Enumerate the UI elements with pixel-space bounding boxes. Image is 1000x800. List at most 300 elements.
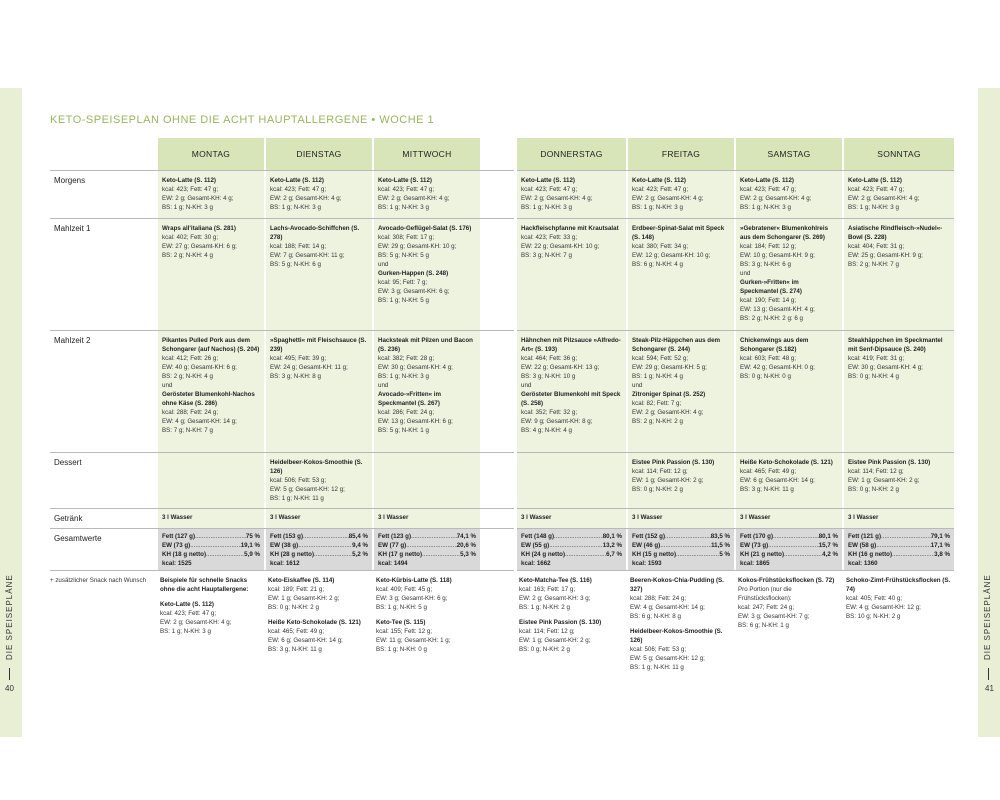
total-line: [632, 551, 730, 560]
totals-cell: [628, 529, 734, 570]
total-line: [162, 533, 260, 542]
total-label: Fett (152 g): [632, 533, 666, 540]
dot-leader: [411, 533, 457, 542]
recipe-title: Keto-Latte (S. 112): [162, 177, 216, 184]
totals-cell: [266, 529, 372, 570]
nutrition-line: BS: 1 g; N-KH: 4 g: [632, 372, 683, 380]
nutrition-line: BS: 1 g; N-KH: 3 g: [521, 203, 572, 211]
total-line: [740, 533, 838, 542]
nutrition-line: BS: 1 g; N-KH: 3 g: [632, 203, 683, 211]
dot-leader: [784, 551, 822, 560]
nutrition-line: kcal: 189; Fett: 21 g;: [268, 585, 325, 593]
nutrition-line: EW: 2 g; Gesamt-KH: 4 g;: [160, 618, 232, 626]
total-value: 17,1 %: [930, 541, 950, 549]
meal-cell: [517, 453, 626, 508]
meal-cell: [266, 509, 372, 528]
nutrition-line: BS: 1 g; N-KH: 11 g: [270, 494, 324, 502]
nutrition-line: BS: 1 g; N-KH: 2 g: [519, 603, 570, 611]
total-line: [162, 551, 260, 560]
recipe-title: Keto-Eiskaffee (S. 114): [268, 577, 335, 584]
nutrition-line: kcal: 382; Fett: 28 g;: [378, 354, 435, 362]
nutrition-line: BS: 0 g; N-KH: 2 g: [519, 645, 570, 653]
snack-cell: [738, 577, 840, 631]
nutrition-line: kcal: 603; Fett: 48 g;: [740, 354, 797, 362]
total-label: Fett (153 g): [270, 533, 304, 540]
nutrition-line: BS: 5 g; N-KH: 5 g: [378, 251, 429, 259]
nutrition-line: kcal: 423; Fett: 47 g;: [632, 185, 689, 193]
nutrition-line: BS: 5 g; N-KH: 1 g: [378, 426, 429, 434]
day-header-dienstag: DIENSTAG: [266, 138, 372, 170]
snack-cell: [846, 577, 952, 622]
nutrition-line: BS: 0 g; N-KH: 2 g: [848, 485, 899, 493]
meal-cell: [266, 219, 372, 330]
nutrition-line: BS: 1 g; N-KH: 11 g: [630, 663, 684, 671]
nutrition-line: kcal: 114; Fett: 12 g;: [519, 627, 575, 635]
meal-cell: [736, 331, 842, 452]
total-label: KH (16 g netto): [848, 550, 892, 558]
meal-cell: [628, 453, 734, 508]
row-divider: [50, 570, 514, 571]
nutrition-line: kcal: 423; Fett: 47 g;: [848, 185, 905, 193]
recipe-title: Lachs-Avocado-Schiffchen (S. 278): [270, 225, 360, 241]
day-header-samstag: SAMSTAG: [736, 138, 842, 170]
day-header-freitag: FREITAG: [628, 138, 734, 170]
recipe-title: Gerösteter Blumenkohl-Nachos ohne Käse (S. 286): [162, 390, 255, 407]
meal-cell: [517, 509, 626, 528]
total-line: [162, 542, 260, 551]
dot-leader: [773, 533, 819, 542]
meal-cell: [158, 331, 264, 452]
nutrition-line: EW: 2 g; Gesamt-KH: 4 g;: [378, 194, 450, 202]
recipe-title: Kokos-Frühstücksflocken (S. 72): [738, 577, 835, 584]
total-kcal: kcal: 1360: [848, 559, 878, 567]
nutrition-line: BS: 2 g; N-KH: 4 g: [162, 251, 213, 259]
total-value: 75 %: [245, 533, 260, 540]
row-label-2: Mahlzeit 1: [54, 224, 91, 233]
total-line: [378, 551, 476, 560]
total-value: 19,1 %: [240, 541, 260, 549]
recipe-title: Keto-Kürbis-Latte (S. 118): [376, 577, 452, 584]
nutrition-line: BS: 4 g; N-KH: 4 g: [521, 426, 572, 434]
recipe-title: 3 l Wasser: [378, 514, 409, 521]
nutrition-line: EW: 3 g; Gesamt-KH: 7 g;: [738, 612, 810, 620]
right-page-number: 41: [985, 684, 994, 693]
nutrition-line: kcal: 594; Fett: 52 g;: [632, 354, 689, 362]
total-line: [848, 533, 950, 542]
nutrition-line: EW: 2 g; Gesamt-KH: 4 g;: [270, 194, 342, 202]
total-line: [632, 533, 730, 542]
recipe-title: 3 l Wasser: [740, 514, 771, 521]
recipe-title: Gerösteter Blumenkohl mit Speck (S. 258): [521, 390, 621, 407]
nutrition-line: kcal: 288; Fett: 24 g;: [630, 594, 687, 602]
meal-cell: [844, 171, 954, 218]
total-line: [378, 542, 476, 551]
nutrition-line: EW: 22 g; Gesamt-KH: 10 g;: [521, 242, 600, 250]
nutrition-line: BS: 7 g; N-KH: 7 g: [162, 426, 213, 434]
nutrition-line: EW: 1 g; Gesamt-KH: 2 g;: [268, 594, 340, 602]
nutrition-line: EW: 42 g; Gesamt-KH: 0 g;: [740, 363, 815, 371]
nutrition-line: EW: 2 g; Gesamt-KH: 4 g;: [632, 408, 704, 416]
nutrition-line: und: [378, 381, 389, 389]
nutrition-line: kcal: 423; Fett: 47 g;: [378, 185, 435, 193]
nutrition-line: BS: 6 g; N-KH: 4 g: [632, 260, 683, 268]
nutrition-line: BS: 3 g; N-KH: 11 g: [740, 485, 794, 493]
nutrition-line: BS: 1 g; N-KH: 5 g: [378, 296, 429, 304]
recipe-title: Erdbeer-Spinat-Salat mit Speck (S. 148): [632, 225, 725, 241]
nutrition-line: EW: 2 g; Gesamt-KH: 4 g;: [632, 194, 704, 202]
nutrition-line: und: [521, 381, 532, 389]
row-label-4: Dessert: [54, 458, 82, 467]
meal-cell: [158, 171, 264, 218]
nutrition-line: und: [378, 260, 389, 268]
nutrition-line: EW: 2 g; Gesamt-KH: 4 g;: [521, 194, 593, 202]
nutrition-line: EW: 40 g; Gesamt-KH: 6 g;: [162, 363, 237, 371]
nutrition-line: EW: 3 g; Gesamt-KH: 6 g;: [378, 287, 450, 295]
meal-cell: [266, 453, 372, 508]
nutrition-line: EW: 13 g; Gesamt-KH: 6 g;: [378, 417, 453, 425]
total-value: 13,2 %: [602, 541, 622, 549]
recipe-title: Heidelbeer-Kokos-Smoothie (S. 126): [270, 459, 363, 475]
total-label: Fett (148 g): [521, 533, 555, 540]
nutrition-line: kcal: 423; Fett: 47 g;: [740, 185, 797, 193]
meal-cell: [266, 331, 372, 452]
meal-cell: [736, 171, 842, 218]
recipe-title: Keto-Latte (S. 112): [632, 177, 686, 184]
total-label: KH (17 g netto): [378, 550, 422, 558]
nutrition-line: kcal: 247; Fett: 24 g;: [738, 603, 795, 611]
nutrition-line: BS: 3 g; N-KH: 7 g: [521, 251, 572, 259]
total-label: EW (38 g): [270, 541, 299, 549]
total-label: EW (73 g): [162, 541, 191, 549]
recipe-title: Beispiele für schnelle Snacks ohne die acht Hauptallergene:: [160, 577, 249, 593]
nutrition-line: EW: 30 g; Gesamt-KH: 4 g;: [848, 363, 923, 371]
right-side-label: DIE SPEISEPLÄNE: [983, 574, 992, 660]
dot-leader: [303, 533, 349, 542]
recipe-title: Keto-Latte (S. 112): [160, 600, 214, 608]
meal-cell: [158, 453, 264, 508]
recipe-title: Eistee Pink Passion (S. 130): [519, 618, 602, 626]
recipe-title: Heiße Keto-Schokolade (S. 121): [740, 459, 833, 466]
snack-cell: [268, 577, 370, 655]
nutrition-line: kcal: 506; Fett: 53 g;: [270, 476, 327, 484]
meal-cell: [628, 509, 734, 528]
recipe-title: Steakhäppchen im Speckmantel mit Senf-Dipsauce (S. 240): [848, 337, 943, 353]
nutrition-line: EW: 3 g; Gesamt-KH: 6 g;: [376, 594, 448, 602]
total-value: 15,7 %: [818, 541, 838, 549]
nutrition-line: kcal: 464; Fett: 36 g;: [521, 354, 578, 362]
nutrition-line: kcal: 495; Fett: 39 g;: [270, 354, 327, 362]
meal-cell: [628, 219, 734, 330]
meal-cell: [374, 509, 480, 528]
total-kcal: kcal: 1662: [521, 559, 551, 567]
dot-leader: [876, 542, 931, 551]
total-line: [740, 542, 838, 551]
nutrition-line: EW: 29 g; Gesamt-KH: 10 g;: [378, 242, 457, 250]
nutrition-line: EW: 6 g; Gesamt-KH: 14 g;: [268, 636, 343, 644]
total-value: 5 %: [719, 550, 730, 558]
meal-cell: [628, 331, 734, 452]
nutrition-line: kcal: 286; Fett: 24 g;: [378, 408, 435, 416]
recipe-title: Keto-Latte (S. 112): [740, 177, 794, 184]
total-value: 80,1 %: [818, 533, 838, 540]
meal-cell: [628, 171, 734, 218]
nutrition-line: BS: 3 g; N-KH: 8 g: [270, 372, 321, 380]
total-kcal: kcal: 1865: [740, 559, 770, 567]
nutrition-line: BS: 1 g; N-KH: 3 g: [160, 627, 211, 635]
dot-leader: [565, 551, 606, 560]
nutrition-line: kcal: 405; Fett: 40 g;: [846, 594, 903, 602]
meal-cell: [736, 509, 842, 528]
recipe-title: Heidelbeer-Kokos-Smoothie (S. 126): [630, 627, 723, 644]
total-value: 11,5 %: [711, 541, 730, 549]
nutrition-line: kcal: 506; Fett: 53 g;: [630, 645, 687, 653]
recipe-title: Gurken-»Fritten« im Speckmantel (S. 274): [740, 278, 802, 295]
nutrition-line: BS: 1 g; N-KH: 3 g: [162, 203, 213, 211]
nutrition-line: BS: 1 g; N-KH: 3 g: [378, 372, 429, 380]
nutrition-line: BS: 6 g; N-KH: 1 g: [738, 621, 789, 629]
total-label: Fett (121 g): [848, 533, 882, 540]
total-value: 74,1 %: [456, 533, 476, 540]
meal-cell: [517, 331, 626, 452]
meal-cell: [517, 219, 626, 330]
day-header-sonntag: SONNTAG: [844, 138, 954, 170]
total-value: 20,6 %: [456, 541, 476, 549]
recipe-title: Avocado-Geflügel-Salat (S. 176): [378, 225, 472, 232]
nutrition-line: EW: 25 g; Gesamt-KH: 9 g;: [848, 251, 923, 259]
nutrition-line: kcal: 423; Fett: 47 g;: [270, 185, 327, 193]
nutrition-line: kcal: 155; Fett: 12 g;: [376, 627, 433, 635]
total-kcal: kcal: 1525: [162, 559, 192, 567]
meal-cell: [374, 331, 480, 452]
nutrition-line: kcal: 412; Fett: 26 g;: [162, 354, 219, 362]
nutrition-line: kcal: 352; Fett: 32 g;: [521, 408, 578, 416]
nutrition-line: kcal: 423; Fett: 33 g;: [521, 233, 578, 241]
recipe-title: 3 l Wasser: [632, 514, 663, 521]
dot-leader: [768, 542, 819, 551]
total-value: 80,1 %: [602, 533, 622, 540]
dot-leader: [660, 542, 711, 551]
left-page-number: 40: [5, 684, 14, 693]
nutrition-line: kcal: 114; Fett: 12 g;: [632, 467, 688, 475]
recipe-title: Wraps all'italiana (S. 281): [162, 225, 236, 232]
nutrition-line: EW: 2 g; Gesamt-KH: 3 g;: [519, 594, 591, 602]
dot-leader: [190, 542, 241, 551]
page-title: KETO-SPEISEPLAN OHNE DIE ACHT HAUPTALLERGENE • WOCHE 1: [50, 114, 435, 126]
totals-cell: [736, 529, 842, 570]
nutrition-line: BS: 3 g; N-KH: 11 g: [268, 645, 322, 653]
nutrition-line: EW: 5 g; Gesamt-KH: 12 g;: [630, 654, 705, 662]
nutrition-line: BS: 2 g; N-KH: 4 g: [162, 372, 213, 380]
total-kcal: kcal: 1593: [632, 559, 662, 567]
dot-leader: [314, 551, 352, 560]
dot-leader: [554, 533, 603, 542]
day-header-montag: MONTAG: [158, 138, 264, 170]
nutrition-line: kcal: 82; Fett: 7 g;: [632, 399, 682, 407]
total-label: Fett (170 g): [740, 533, 774, 540]
total-label: Fett (123 g): [378, 533, 412, 540]
nutrition-line: BS: 0 g; N-KH: 2 g: [268, 603, 319, 611]
total-line: [632, 542, 730, 551]
nutrition-line: kcal: 423; Fett: 47 g;: [160, 609, 217, 617]
nutrition-line: EW: 4 g; Gesamt-KH: 12 g;: [846, 603, 921, 611]
total-label: EW (77 g): [378, 541, 407, 549]
total-line: [848, 551, 950, 560]
nutrition-line: EW: 12 g; Gesamt-KH: 10 g;: [632, 251, 711, 259]
recipe-title: Hähnchen mit Pilzsauce »Alfredo-Art« (S. 193): [521, 337, 621, 353]
nutrition-line: kcal: 190; Fett: 14 g;: [740, 296, 797, 304]
nutrition-line: und: [632, 381, 643, 389]
meal-cell: [266, 171, 372, 218]
nutrition-line: EW: 1 g; Gesamt-KH: 2 g;: [519, 636, 591, 644]
nutrition-line: BS: 3 g; N-KH: 10 g: [521, 372, 576, 380]
meal-cell: [844, 509, 954, 528]
meal-cell: [736, 219, 842, 330]
total-value: 5,9 %: [244, 550, 260, 558]
totals-cell: [517, 529, 626, 570]
nutrition-line: kcal: 95; Fett: 7 g;: [378, 278, 428, 286]
nutrition-line: BS: 1 g; N-KH: 5 g: [376, 603, 427, 611]
nutrition-line: BS: 2 g; N-KH: 2 g: 6 g: [740, 314, 803, 322]
nutrition-line: EW: 4 g; Gesamt-KH: 14 g;: [630, 603, 705, 611]
recipe-title: Zitroniger Spinat (S. 252): [632, 390, 706, 398]
nutrition-line: kcal: 288; Fett: 24 g;: [162, 408, 219, 416]
total-line: [270, 551, 368, 560]
nutrition-line: EW: 2 g; Gesamt-KH: 4 g;: [740, 194, 812, 202]
day-header-donnerstag: DONNERSTAG: [517, 138, 626, 170]
total-value: 3,8 %: [934, 550, 950, 558]
recipe-title: Keto-Latte (S. 112): [378, 177, 432, 184]
total-kcal: kcal: 1494: [378, 559, 408, 567]
row-label-3: Mahlzeit 2: [54, 336, 91, 345]
total-label: Fett (127 g): [162, 533, 196, 540]
nutrition-line: EW: 27 g; Gesamt-KH: 6 g;: [162, 242, 237, 250]
dot-leader: [298, 542, 352, 551]
row-label-5: Getränk: [54, 514, 83, 523]
nutrition-line: BS: 0 g; N-KH: 2 g: [632, 485, 683, 493]
nutrition-line: EW: 5 g; Gesamt-KH: 12 g;: [270, 485, 345, 493]
total-value: 79,1 %: [930, 533, 950, 540]
total-line: [270, 533, 368, 542]
recipe-title: Hackfleischpfanne mit Krautsalat: [521, 225, 619, 232]
nutrition-line: EW: 6 g; Gesamt-KH: 14 g;: [740, 476, 815, 484]
totals-cell: [158, 529, 264, 570]
nutrition-line: und: [740, 269, 751, 277]
nutrition-line: EW: 2 g; Gesamt-KH: 4 g;: [162, 194, 234, 202]
recipe-title: Schoko-Zimt-Frühstücksflocken (S. 74): [846, 577, 951, 593]
total-line: [848, 542, 950, 551]
totals-cell: [844, 529, 954, 570]
nutrition-line: EW: 24 g; Gesamt-KH: 11 g;: [270, 363, 348, 371]
nutrition-line: BS: 1 g; N-KH: 3 g: [270, 203, 321, 211]
total-value: 4,2 %: [822, 550, 838, 558]
total-value: 9,4 %: [352, 541, 368, 549]
nutrition-line: BS: 1 g; N-KH: 0 g: [376, 645, 427, 653]
total-line: [378, 533, 476, 542]
row-label-1: Morgens: [54, 176, 86, 185]
meal-cell: [374, 453, 480, 508]
nutrition-line: kcal: 419; Fett: 31 g;: [848, 354, 905, 362]
nutrition-line: kcal: 402; Fett: 30 g;: [162, 233, 219, 241]
snack-cell: [376, 577, 478, 655]
recipe-title: 3 l Wasser: [162, 514, 193, 521]
day-header-mittwoch: MITTWOCH: [374, 138, 480, 170]
total-line: [270, 542, 368, 551]
total-kcal: kcal: 1612: [270, 559, 300, 567]
total-line: [521, 533, 622, 542]
recipe-title: 3 l Wasser: [521, 514, 552, 521]
nutrition-line: BS: 1 g; N-KH: 3 g: [848, 203, 899, 211]
total-label: KH (24 g netto): [521, 550, 565, 558]
nutrition-line: kcal: 188; Fett: 14 g;: [270, 242, 327, 250]
meal-cell: [844, 219, 954, 330]
meal-cell: [158, 219, 264, 330]
nutrition-line: EW: 11 g; Gesamt-KH: 1 g;: [376, 636, 451, 644]
nutrition-line: Pro Portion (nur die: [738, 585, 792, 593]
dot-leader: [676, 551, 719, 560]
row-label-6: Gesamtwerte: [54, 534, 102, 543]
snack-cell: [519, 577, 624, 655]
recipe-title: Eistee Pink Passion (S. 130): [848, 459, 931, 466]
recipe-title: Keto-Latte (S. 112): [270, 177, 324, 184]
nutrition-line: EW: 4 g; Gesamt-KH: 14 g;: [162, 417, 237, 425]
dot-leader: [665, 533, 711, 542]
nutrition-line: kcal: 465; Fett: 49 g;: [740, 467, 797, 475]
nutrition-line: EW: 2 g; Gesamt-KH: 4 g;: [848, 194, 920, 202]
nutrition-line: Frühstücksflocken):: [738, 594, 792, 602]
dot-leader: [881, 533, 931, 542]
recipe-title: 3 l Wasser: [270, 514, 301, 521]
dot-leader: [549, 542, 603, 551]
nutrition-line: BS: 2 g; N-KH: 7 g: [848, 260, 899, 268]
dot-leader: [206, 551, 244, 560]
total-label: EW (58 g): [848, 541, 877, 549]
total-value: 85,4 %: [348, 533, 368, 540]
nutrition-line: BS: 10 g; N-KH: 2 g: [846, 612, 901, 620]
total-line: [740, 551, 838, 560]
dot-leader: [422, 551, 460, 560]
right-side-rule: [988, 668, 989, 680]
nutrition-line: EW: 22 g; Gesamt-KH: 13 g;: [521, 363, 600, 371]
recipe-title: Pikantes Pulled Pork aus dem Schongarer (auf Nachos) (S. 204): [162, 337, 260, 353]
nutrition-line: kcal: 465; Fett: 49 g;: [268, 627, 325, 635]
nutrition-line: kcal: 423; Fett: 47 g;: [162, 185, 219, 193]
dot-leader: [406, 542, 457, 551]
left-side-rule: [9, 668, 10, 680]
recipe-title: Steak-Pilz-Häppchen aus dem Schongarer (S. 244): [632, 337, 721, 353]
recipe-title: Heiße Keto-Schokolade (S. 121): [268, 618, 361, 626]
nutrition-line: EW: 7 g; Gesamt-KH: 11 g;: [270, 251, 345, 259]
meal-cell: [517, 171, 626, 218]
meal-cell: [374, 171, 480, 218]
nutrition-line: BS: 6 g; N-KH: 8 g: [630, 612, 681, 620]
total-value: 83,5 %: [710, 533, 730, 540]
meal-cell: [374, 219, 480, 330]
recipe-title: Avocado-»Fritten« im Speckmantel (S. 267): [378, 390, 442, 407]
nutrition-line: kcal: 409; Fett: 45 g;: [376, 585, 433, 593]
nutrition-line: EW: 10 g; Gesamt-KH: 9 g;: [740, 251, 815, 259]
total-label: EW (46 g): [632, 541, 661, 549]
recipe-title: Keto-Latte (S. 112): [848, 177, 902, 184]
nutrition-line: BS: 0 g; N-KH: 4 g: [848, 372, 899, 380]
nutrition-line: kcal: 308; Fett: 17 g;: [378, 233, 435, 241]
total-line: [521, 542, 622, 551]
nutrition-line: EW: 1 g; Gesamt-KH: 2 g;: [632, 476, 704, 484]
snack-cell: [630, 577, 732, 673]
totals-cell: [374, 529, 480, 570]
total-label: KH (21 g netto): [740, 550, 784, 558]
meal-cell: [736, 453, 842, 508]
recipe-title: »Spaghetti« mit Fleischsauce (S. 239): [270, 337, 367, 353]
